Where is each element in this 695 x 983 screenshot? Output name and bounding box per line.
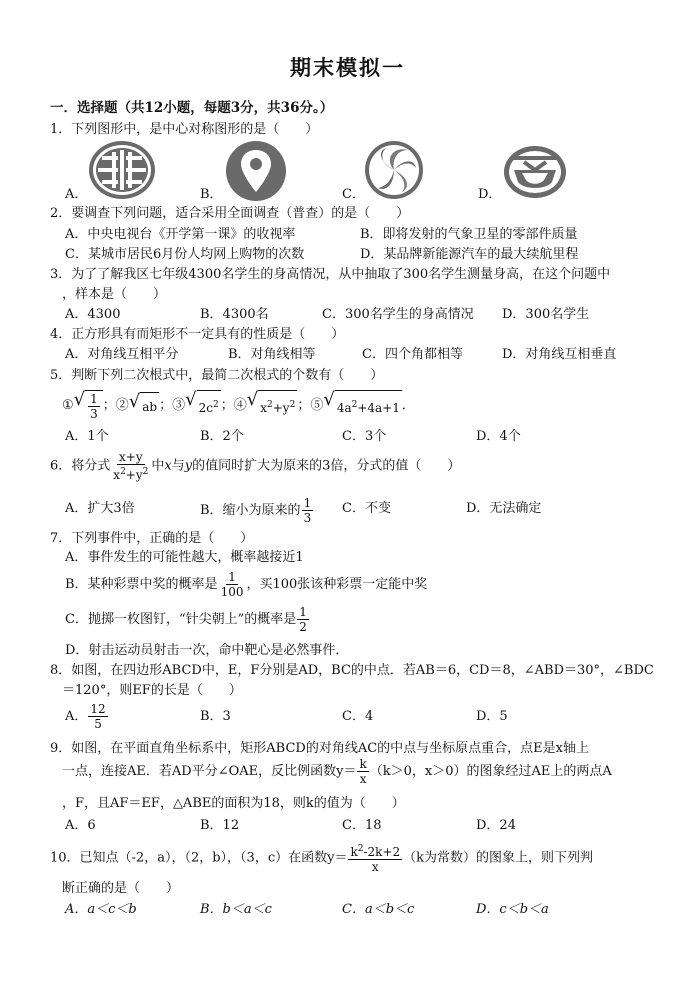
q7-option-b: B．某种彩票中奖的概率是 $\frac{1}{100}$ ，买100张该种彩票一定能中奖 xyxy=(65,570,428,599)
section-heading: 一．选择题（共12小题，每题3分，共36分。） xyxy=(50,100,334,116)
q5-option-d: D．4个 xyxy=(476,429,521,444)
q5-stem: 5．判断下列二次根式中，最简二次根式的个数有（ ） xyxy=(50,368,384,383)
q6-option-a: A．扩大3倍 xyxy=(65,501,135,516)
swirl-emblem-icon xyxy=(364,140,424,200)
radical-2: √ ab xyxy=(129,392,159,420)
q5-radicals xyxy=(62,390,415,421)
q2-stem: 2．要调查下列问题，适合采用全面调查（普查）的是（ ） xyxy=(50,206,410,221)
q8-option-c: C．4 xyxy=(342,709,374,724)
q4-stem: 4．正方形具有而矩形不一定具有的性质是（ ） xyxy=(50,327,345,342)
q4-option-c: C．四个角都相等 xyxy=(362,347,463,362)
q2-option-c: C．某城市居民6月份人均网上购物的次数 xyxy=(65,247,305,262)
q7-stem: 7．下列事件中，正确的是（ ） xyxy=(50,531,254,546)
emblem-a-icon xyxy=(88,140,156,200)
q6-option-b: B．缩小为原来的 $\frac{1}{3}$ xyxy=(200,496,312,525)
q7-option-c: C．抛掷一枚图钉，“针尖朝上”的概率是 $\frac{1}{2}$ xyxy=(65,605,307,634)
q2-option-d: D．某品牌新能源汽车的最大续航里程 xyxy=(360,247,579,262)
q10-option-b: B．b＜a＜c xyxy=(200,902,272,917)
q1-option-c: C． xyxy=(342,187,365,202)
q3-option-d: D．300名学生 xyxy=(502,307,590,322)
q1-option-d: D． xyxy=(478,187,502,202)
q3-stem-line2: ，样本是（ ） xyxy=(62,287,167,302)
q3-option-c: C．300名学生的身高情况 xyxy=(322,307,474,322)
q5-sep-4: ；⑤ xyxy=(297,398,324,413)
q10-stem-line2: 断正确的是（ ） xyxy=(62,881,180,896)
q6-fraction: $\frac{x+y}{x^2+y^2}$ xyxy=(113,450,149,482)
q9-option-a: A．6 xyxy=(65,818,96,833)
q3-option-a: A．4300 xyxy=(65,307,121,322)
q8-option-a: A． $\frac{12}{5}$ xyxy=(65,702,106,731)
q5-option-b: B．2个 xyxy=(200,429,244,444)
q10-option-a: A．a＜c＜b xyxy=(65,902,137,917)
shield-emblem-icon xyxy=(502,140,568,200)
radical-3: √ $2c^2$ xyxy=(185,390,221,421)
q1-option-a: A． xyxy=(65,187,88,202)
page-title: 期末模拟一 xyxy=(290,55,405,80)
q2-option-b: B．即将发射的气象卫星的零部件质量 xyxy=(360,227,578,242)
q1-option-b: B． xyxy=(200,187,223,202)
q5-end: ． xyxy=(401,398,415,413)
q9-stem-line3: ，F，且AF＝EF，△ABE的面积为18，则k的值为（ ） xyxy=(62,796,405,811)
q4-option-d: D．对角线互相垂直 xyxy=(502,347,617,362)
q3-option-b: B．4300名 xyxy=(200,307,269,322)
q4-option-a: A．对角线互相平分 xyxy=(65,347,179,362)
q10-stem-line1: 10．已知点（-2，a），（2，b），（3，c）在函数y＝ $\frac{k^2-2k+2}{x}$ （k为常数）的图象上，则下列判 xyxy=(50,844,594,874)
q4-option-b: B．对角线相等 xyxy=(228,347,316,362)
q9-option-b: B．12 xyxy=(200,818,240,833)
q5-sep-3: ；④ xyxy=(220,398,247,413)
q10-option-c: C．a＜b＜c xyxy=(342,902,415,917)
q1-stem: 1．下列图形中，是中心对称图形的是（ ） xyxy=(50,122,319,137)
q9-stem-line2: 一点，连接AE．若AD平分∠OAE，反比例函数y＝ $\frac{k}{x}$ （k＞0，x＞0）的图象经过AE上的两点A xyxy=(62,757,612,786)
q2-option-a: A．中央电视台《开学第一课》的收视率 xyxy=(65,227,296,242)
q8-option-b: B．3 xyxy=(200,709,231,724)
q6-option-d: D．无法确定 xyxy=(466,501,542,516)
q3-stem-line1: 3．为了了解我区七年级4300名学生的身高情况，从中抽取了300名学生测量身高，在这个问题中 xyxy=(50,267,611,282)
q5-option-c: C．3个 xyxy=(342,429,387,444)
map-pin-icon xyxy=(225,140,287,202)
radical-1: √ $\frac{1}{3}$ xyxy=(74,390,103,421)
q5-sep-2: ；③ xyxy=(159,398,186,413)
q5-option-a: A．1个 xyxy=(65,429,109,444)
radical-4: √ $x^2+y^2$ xyxy=(247,390,298,421)
q9-option-c: C．18 xyxy=(342,818,382,833)
q6-stem: 6．将分式 $\frac{x+y}{x^2+y^2}$ 中x与y的值同时扩大为原来的3倍，分式的值（ ） xyxy=(50,450,461,482)
q7-option-d: D．射击运动员射击一次，命中靶心是必然事件． xyxy=(65,643,349,658)
q5-sep-1: ；② xyxy=(102,398,129,413)
q7-option-a: A．事件发生的可能性越大，概率越接近1 xyxy=(65,550,304,565)
q5-item-1-mark: ① xyxy=(62,398,74,413)
q6-option-c: C．不变 xyxy=(342,501,391,516)
q8-stem-line1: 8．如图，在四边形ABCD中，E，F分别是AD，BC的中点．若AB＝6，CD＝8，∠ABD＝30°，∠BDC xyxy=(50,663,654,678)
q8-option-d: D．5 xyxy=(476,709,508,724)
q10-option-d: D．c＜b＜a xyxy=(476,902,549,917)
radical-5: √ $4a^2+4a+1$ xyxy=(323,390,402,421)
q9-option-d: D．24 xyxy=(476,818,516,833)
q8-stem-line2: ＝120°，则EF的长是（ ） xyxy=(62,683,242,698)
q9-stem-line1: 9．如图，在平面直角坐标系中，矩形ABCD的对角线AC的中点与坐标原点重合，点E是x轴上 xyxy=(50,741,589,756)
